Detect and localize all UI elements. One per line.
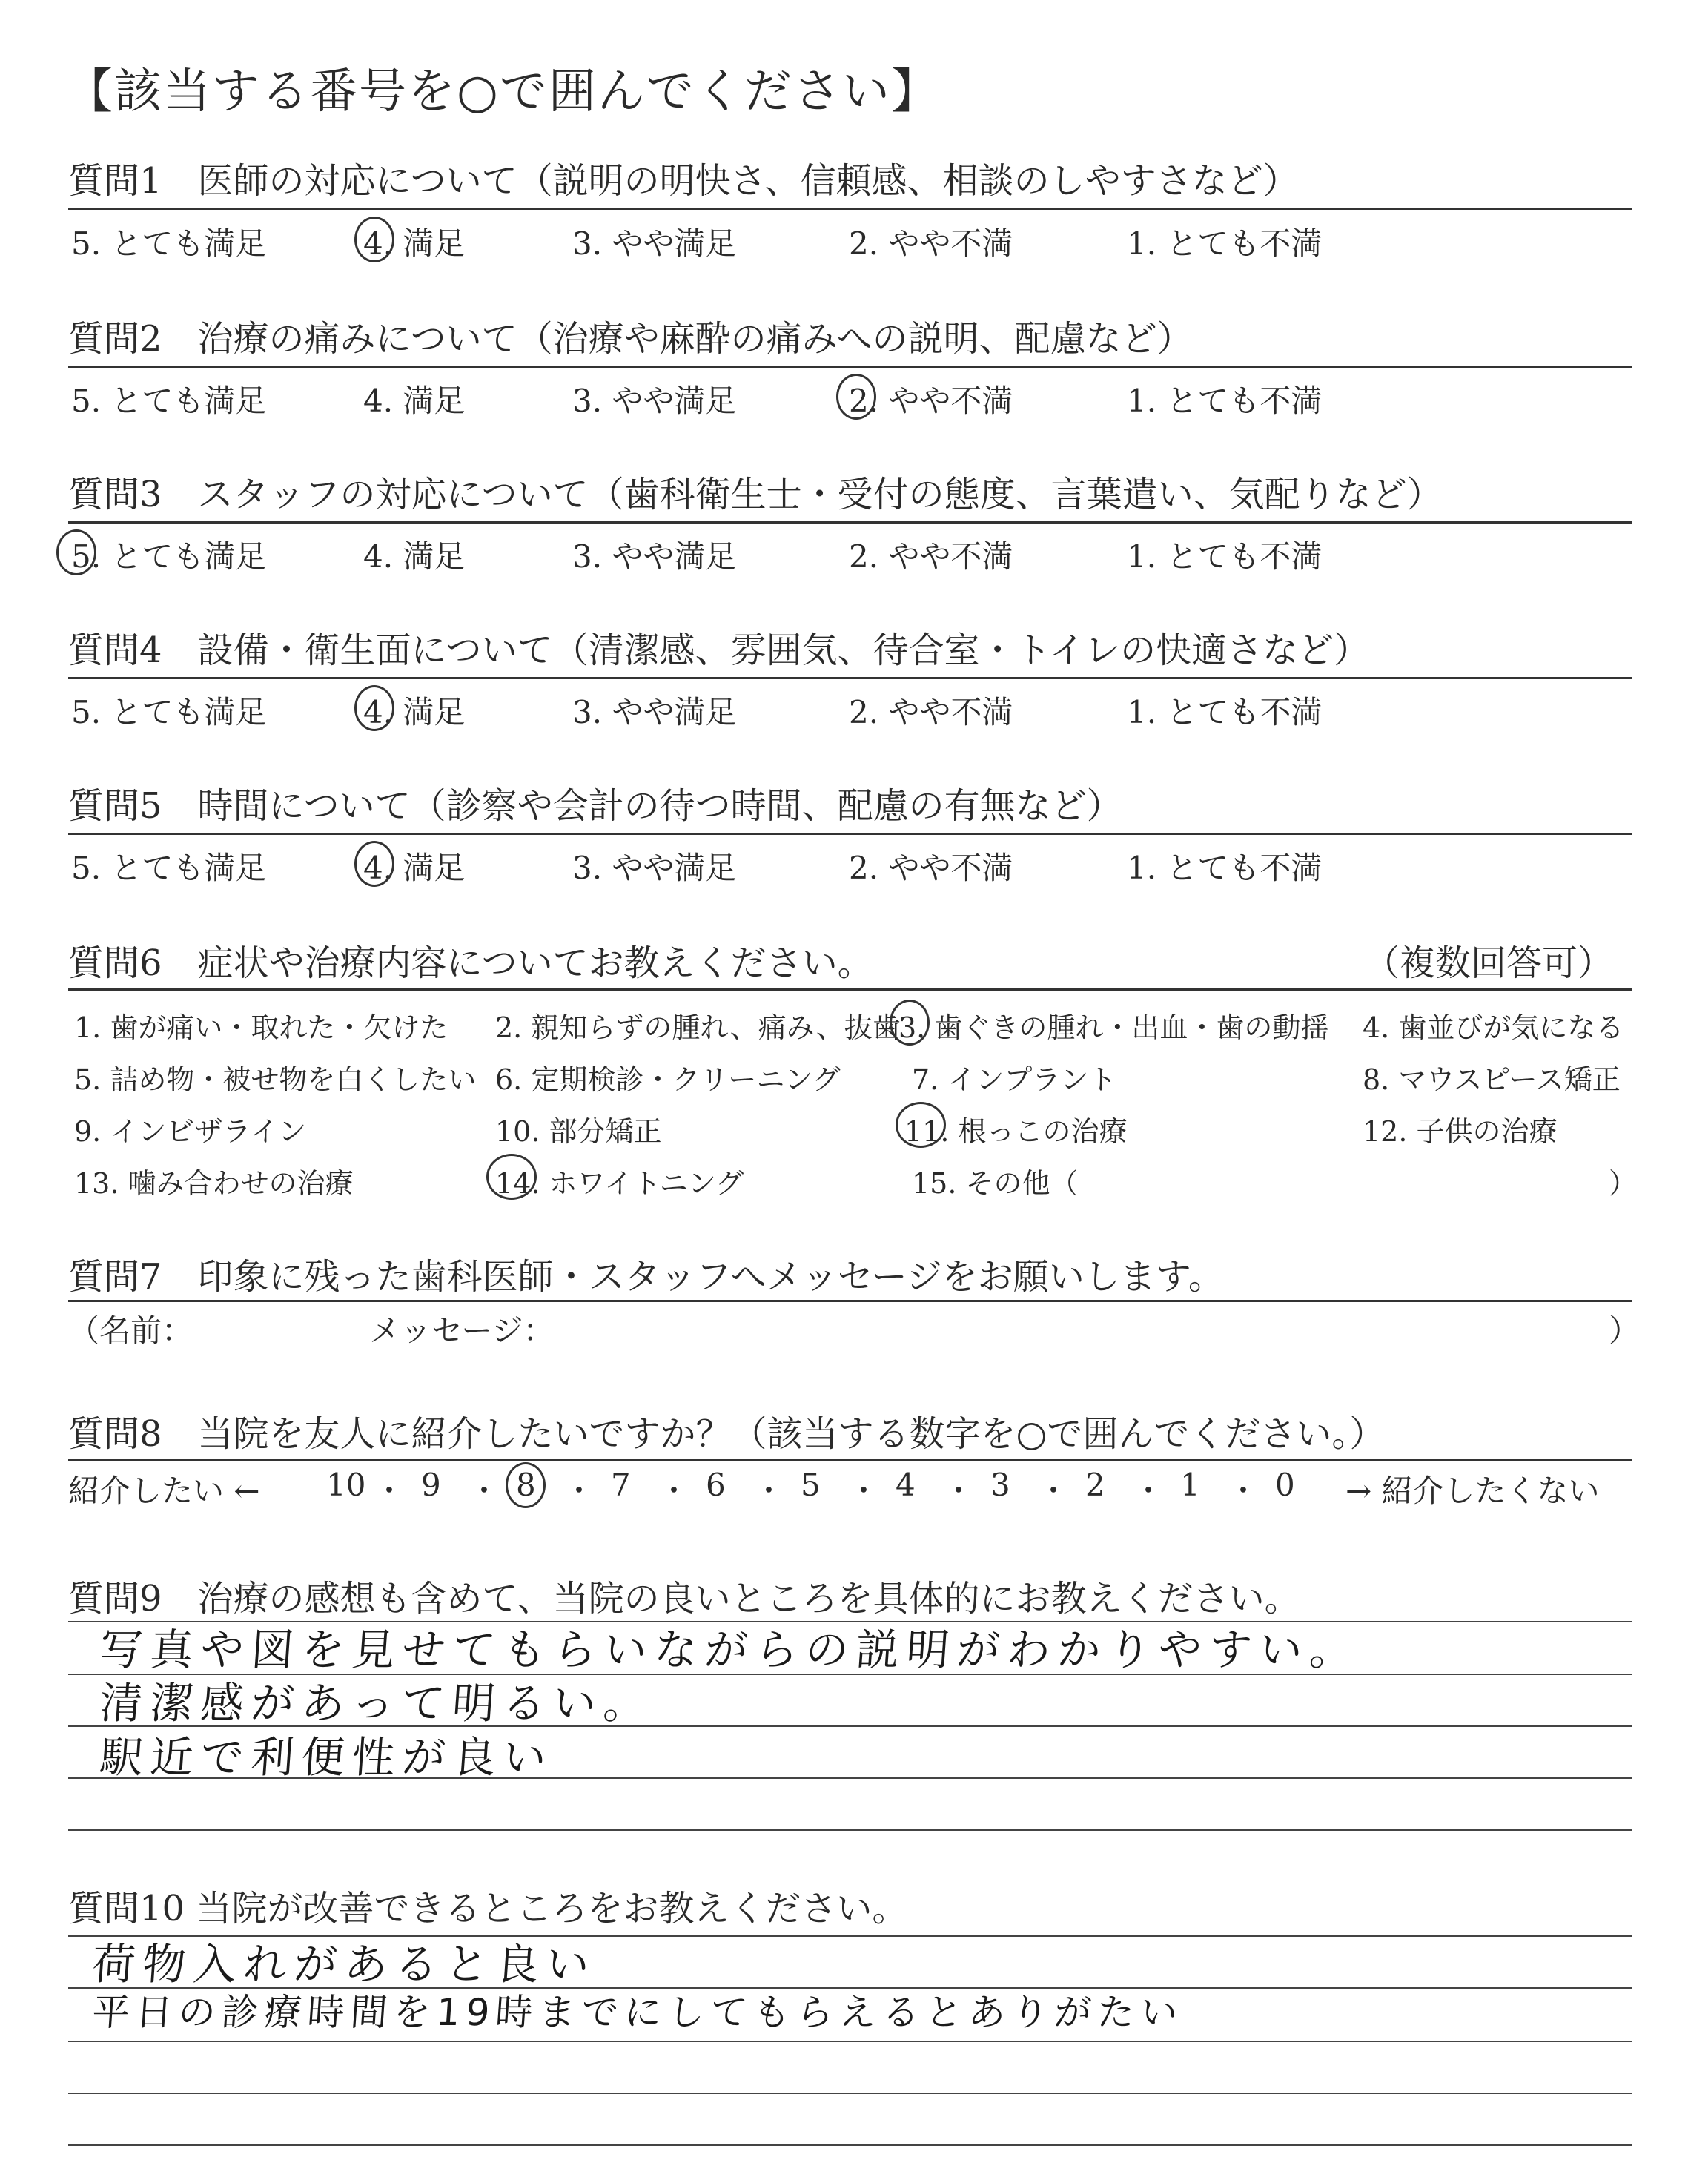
- q8-separator-dot: ・: [1038, 1473, 1070, 1509]
- q10-answer-1: 荷物入れがあると良い: [90, 1939, 599, 1989]
- q8-separator-dot: ・: [563, 1473, 595, 1509]
- q3-selected-circle: [56, 529, 96, 575]
- q5-selected-circle: [354, 841, 394, 887]
- q9-answer-2: 清潔感があって明るい。: [98, 1678, 656, 1728]
- q6-item-13[interactable]: 13. 噛み合わせの治療: [74, 1167, 354, 1200]
- q4-selected-circle: [354, 685, 394, 731]
- q9-line-5: [68, 1829, 1632, 1831]
- question-3-rule: [68, 521, 1632, 524]
- q1-selected-circle: [354, 217, 394, 262]
- q10-line-4: [68, 2093, 1632, 2094]
- q6-item-15[interactable]: 15. その他（: [912, 1167, 1079, 1200]
- q8-separator-dot: ・: [848, 1473, 880, 1509]
- q4-option-1[interactable]: 1. とても不満: [1127, 694, 1323, 730]
- q8-separator-dot: ・: [1228, 1473, 1260, 1509]
- question-5-rule: [68, 833, 1632, 835]
- q8-separator-dot: ・: [658, 1473, 690, 1509]
- q8-separator-dot: ・: [943, 1473, 975, 1509]
- q6-item-9[interactable]: 9. インビザライン: [74, 1115, 307, 1148]
- q6-item-14[interactable]: 14. ホワイトニング: [495, 1167, 744, 1200]
- q6-item-5[interactable]: 5. 詰め物・被せ物を白くしたい: [74, 1063, 477, 1096]
- q3-option-1[interactable]: 1. とても不満: [1127, 538, 1323, 575]
- question-4-label: 質問4 設備・衛生面について（清潔感、雰囲気、待合室・トイレの快適さなど）: [68, 630, 1370, 671]
- question-2-rule: [68, 366, 1632, 368]
- q8-number-9[interactable]: 9: [421, 1467, 441, 1503]
- q10-answer-2: 平日の診療時間を19時までにしてもらえるとありがたい: [90, 1991, 1185, 2034]
- q2-option-3[interactable]: 3. やや満足: [572, 383, 737, 419]
- question-4-rule: [68, 677, 1632, 679]
- form-title: 【該当する番号を○で囲んでください】: [65, 65, 940, 119]
- q5-option-5[interactable]: 5. とても満足: [71, 850, 267, 886]
- q10-line-3: [68, 2041, 1632, 2042]
- q8-number-3[interactable]: 3: [990, 1467, 1010, 1503]
- question-6-note: （複数回答可）: [1364, 942, 1614, 984]
- q1-option-1[interactable]: 1. とても不満: [1127, 225, 1323, 262]
- q2-option-2[interactable]: 2. やや不満: [849, 383, 1013, 419]
- q1-option-5[interactable]: 5. とても満足: [71, 225, 267, 262]
- q5-option-3[interactable]: 3. やや満足: [572, 850, 737, 886]
- q6-selected-circle-11: [896, 1102, 946, 1148]
- q6-item-4[interactable]: 4. 歯並びが気になる: [1363, 1011, 1624, 1044]
- q8-number-8[interactable]: 8: [516, 1467, 536, 1503]
- question-5-label: 質問5 時間について（診察や会計の待つ時間、配慮の有無など）: [68, 785, 1122, 827]
- q2-option-1[interactable]: 1. とても不満: [1127, 383, 1323, 419]
- q6-item-8[interactable]: 8. マウスピース矯正: [1363, 1063, 1621, 1096]
- q10-line-5: [68, 2144, 1632, 2146]
- q2-option-5[interactable]: 5. とても満足: [71, 383, 267, 419]
- q5-option-2[interactable]: 2. やや不満: [849, 850, 1013, 886]
- q1-option-4[interactable]: 4. 満足: [363, 225, 466, 262]
- q8-number-1[interactable]: 1: [1180, 1467, 1200, 1503]
- q6-item-6[interactable]: 6. 定期検診・クリーニング: [495, 1063, 841, 1096]
- q8-number-7[interactable]: 7: [611, 1467, 631, 1503]
- q8-separator-dot: ・: [374, 1473, 406, 1509]
- q6-selected-circle-3: [890, 1000, 930, 1046]
- q8-number-5[interactable]: 5: [801, 1467, 821, 1503]
- q8-right-label: → 紹介したくない: [1345, 1473, 1600, 1509]
- q8-separator-dot: ・: [469, 1473, 500, 1509]
- q3-option-2[interactable]: 2. やや不満: [849, 538, 1013, 575]
- q8-number-6[interactable]: 6: [706, 1467, 726, 1503]
- q8-separator-dot: ・: [753, 1473, 785, 1509]
- question-6-label: 質問6 症状や治療内容についてお教えください。: [68, 942, 873, 984]
- q5-option-1[interactable]: 1. とても不満: [1127, 850, 1323, 886]
- q6-item-12[interactable]: 12. 子供の治療: [1363, 1115, 1558, 1148]
- q6-item-15-close: ）: [1609, 1167, 1638, 1200]
- q8-number-10[interactable]: 10: [326, 1467, 366, 1503]
- q8-separator-dot: ・: [1133, 1473, 1165, 1509]
- q7-name-label: （名前：: [68, 1312, 193, 1349]
- question-2-label: 質問2 治療の痛みについて（治療や麻酔の痛みへの説明、配慮など）: [68, 318, 1193, 360]
- q6-selected-circle-14: [486, 1154, 537, 1200]
- q8-selected-circle: [506, 1462, 546, 1508]
- question-1-rule: [68, 208, 1632, 210]
- q4-option-3[interactable]: 3. やや満足: [572, 694, 737, 730]
- q8-left-label: 紹介したい ←: [68, 1473, 260, 1509]
- q4-option-2[interactable]: 2. やや不満: [849, 694, 1013, 730]
- q5-option-4[interactable]: 4. 満足: [363, 850, 466, 886]
- q7-close-paren: ）: [1609, 1312, 1641, 1349]
- q6-item-2[interactable]: 2. 親知らずの腫れ、痛み、抜歯: [495, 1011, 901, 1044]
- q4-option-5[interactable]: 5. とても満足: [71, 694, 267, 730]
- q6-item-10[interactable]: 10. 部分矯正: [495, 1115, 662, 1148]
- question-3-label: 質問3 スタッフの対応について（歯科衛生士・受付の態度、言葉遣い、気配りなど）: [68, 474, 1443, 515]
- q9-answer-1: 写真や図を見せてもらいながらの説明がわかりやすい。: [98, 1625, 1363, 1675]
- q9-answer-3: 駅近で利便性が良い: [98, 1732, 556, 1783]
- q6-item-7[interactable]: 7. インプラント: [912, 1063, 1117, 1096]
- question-9-label: 質問9 治療の感想も含めて、当院の良いところを具体的にお教えください。: [68, 1578, 1300, 1619]
- q7-message-label: メッセージ：: [369, 1312, 555, 1349]
- q6-item-1[interactable]: 1. 歯が痛い・取れた・欠けた: [74, 1011, 448, 1044]
- q8-number-0[interactable]: 0: [1275, 1467, 1295, 1503]
- q8-number-2[interactable]: 2: [1085, 1467, 1105, 1503]
- question-7-label: 質問7 印象に残った歯科医師・スタッフへメッセージをお願いします。: [68, 1256, 1224, 1298]
- q1-option-3[interactable]: 3. やや満足: [572, 225, 737, 262]
- q6-item-3[interactable]: 3. 歯ぐきの腫れ・出血・歯の動揺: [898, 1011, 1329, 1044]
- q3-option-5[interactable]: 5. とても満足: [71, 538, 267, 575]
- question-1-label: 質問1 医師の対応について（説明の明快さ、信頼感、相談のしやすさなど）: [68, 160, 1299, 202]
- q2-option-4[interactable]: 4. 満足: [363, 383, 466, 419]
- q4-option-4[interactable]: 4. 満足: [363, 694, 466, 730]
- q2-selected-circle: [836, 374, 876, 420]
- question-7-rule: [68, 1300, 1632, 1302]
- question-6-rule: [68, 988, 1632, 991]
- q8-number-4[interactable]: 4: [896, 1467, 916, 1503]
- question-8-rule: [68, 1459, 1632, 1461]
- q6-item-11[interactable]: 11. 根っこの治療: [904, 1115, 1128, 1148]
- question-8-label: 質問8 当院を友人に紹介したいですか？（該当する数字を○で囲んでください。）: [68, 1413, 1386, 1455]
- q3-option-4[interactable]: 4. 満足: [363, 538, 466, 575]
- q3-option-3[interactable]: 3. やや満足: [572, 538, 737, 575]
- question-10-label: 質問10 当院が改善できるところをお教えください。: [68, 1888, 908, 1929]
- q1-option-2[interactable]: 2. やや不満: [849, 225, 1013, 262]
